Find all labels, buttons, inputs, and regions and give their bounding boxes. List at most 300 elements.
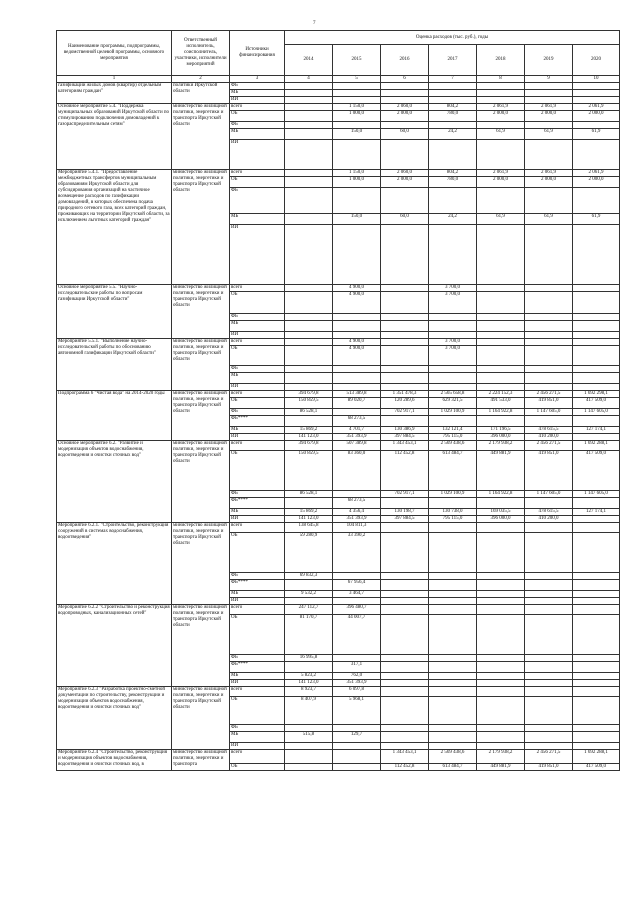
financing-source: ФБ <box>230 573 285 580</box>
financing-source: МБ <box>230 373 285 384</box>
financing-source: ИИ <box>230 97 285 104</box>
amount-cell: 8 923,7 <box>285 687 333 697</box>
header-financing: Источники финансирования <box>230 31 285 76</box>
amount-cell <box>525 533 573 573</box>
financing-source: ИИ <box>230 743 285 750</box>
amount-cell <box>429 598 477 605</box>
amount-cell <box>477 523 525 533</box>
amount-cell <box>285 321 333 332</box>
amount-cell <box>381 416 429 427</box>
amount-cell: 129,7 <box>333 732 381 743</box>
amount-cell: 419 851,0 <box>525 764 573 771</box>
amount-cell <box>381 732 429 743</box>
amount-cell <box>285 225 333 285</box>
page-number: 7 <box>313 21 316 26</box>
amount-cell <box>381 122 429 129</box>
header-year: 2019 <box>525 45 573 76</box>
amount-cell <box>477 533 525 573</box>
amount-cell: 396 000,0 <box>477 516 525 523</box>
program-name: Мероприятие 5.5.1. "Выполнение научно-исследовательской работы по обоснованию автономной газификации Иркутской области" <box>57 339 172 391</box>
amount-cell <box>429 605 477 615</box>
table-row <box>57 750 620 764</box>
amount-cell: 2 000,0 <box>525 111 573 122</box>
amount-cell: 1 147 605,0 <box>573 409 620 416</box>
amount-cell: 104 811,3 <box>333 523 381 533</box>
amount-cell: 68 273,5 <box>333 416 381 427</box>
amount-cell <box>333 373 381 384</box>
amount-cell: 449 881,9 <box>477 451 525 491</box>
amount-cell <box>477 122 525 129</box>
amount-cell <box>429 591 477 598</box>
amount-cell <box>573 314 620 321</box>
amount-cell: 61,9 <box>525 129 573 140</box>
amount-cell <box>525 498 573 509</box>
amount-cell <box>285 111 333 122</box>
amount-cell <box>477 662 525 673</box>
amount-cell <box>285 725 333 732</box>
amount-cell: 247 112,7 <box>285 605 333 615</box>
financing-source: ФБ**** <box>230 662 285 673</box>
financing-source: ФБ**** <box>230 580 285 591</box>
financing-source: всего <box>230 750 285 764</box>
amount-cell <box>573 373 620 384</box>
amount-cell <box>525 321 573 332</box>
financing-source: всего <box>230 523 285 533</box>
amount-cell <box>381 687 429 697</box>
amount-cell <box>573 339 620 346</box>
amount-cell <box>333 655 381 662</box>
amount-cell <box>381 314 429 321</box>
responsible-executor: министерство жилищной политики, энергетики и транспорта Иркутской области <box>172 339 230 391</box>
header-name: Наименование программы, подпрограммы, ведомственной целевой программы, основного мероприятия <box>57 31 172 76</box>
responsible-executor: министерство жилищной политики, энергетики и транспорта <box>172 750 230 771</box>
amount-cell: 2 456 271,5 <box>525 750 573 764</box>
amount-cell <box>381 321 429 332</box>
amount-cell <box>525 673 573 680</box>
amount-cell: 5 968,1 <box>333 697 381 725</box>
program-name: Основное мероприятие 5.5. "Научно-исследовательские работы по вопросам газификации Иркутской области" <box>57 285 172 339</box>
amount-cell: 419 851,0 <box>525 398 573 409</box>
amount-cell: 4 701,7 <box>333 427 381 434</box>
financing-source: всего <box>230 285 285 292</box>
header-year: 2014 <box>285 45 333 76</box>
financing-source: всего <box>230 170 285 177</box>
amount-cell <box>381 680 429 687</box>
financing-source: МБ <box>230 321 285 332</box>
table-row <box>57 523 620 533</box>
financing-source: ИИ <box>230 140 285 170</box>
amount-cell: 150 859,5 <box>285 398 333 409</box>
amount-cell <box>285 214 333 225</box>
amount-cell: 1 164 922,8 <box>477 491 525 498</box>
responsible-executor: министерство жилищной политики, энергетики и транспорта Иркутской области <box>172 441 230 523</box>
amount-cell <box>429 122 477 129</box>
amount-cell: 507 389,8 <box>333 441 381 451</box>
amount-cell <box>333 140 381 170</box>
amount-cell: 2 060,0 <box>381 104 429 111</box>
program-name: Мероприятие 6.2.3 "Разработка проектно-сметной документации по строительству, реконструкции и модернизации объектов водоснабжения, водоотведения и очистки сточных вод" <box>57 687 172 750</box>
amount-cell: 449 881,9 <box>477 764 525 771</box>
amount-cell: 15 869,2 <box>285 509 333 516</box>
amount-cell: 15 869,2 <box>285 427 333 434</box>
amount-cell <box>381 591 429 598</box>
amount-cell <box>477 416 525 427</box>
amount-cell: 4 900,0 <box>333 339 381 346</box>
amount-cell: 702 917,1 <box>381 491 429 498</box>
amount-cell <box>333 90 381 97</box>
financing-source: МБ <box>230 591 285 598</box>
amount-cell: 419 851,0 <box>525 451 573 491</box>
amount-cell: 4 356,4 <box>333 509 381 516</box>
amount-cell: 1 150,0 <box>333 170 381 177</box>
financing-source: ИИ <box>230 680 285 687</box>
amount-cell <box>381 83 429 90</box>
amount-cell <box>573 416 620 427</box>
amount-cell: 2 000,0 <box>381 177 429 188</box>
amount-cell <box>429 384 477 391</box>
amount-cell <box>573 615 620 655</box>
amount-cell <box>429 321 477 332</box>
amount-cell <box>381 339 429 346</box>
amount-cell <box>285 104 333 111</box>
amount-cell <box>573 523 620 533</box>
amount-cell <box>381 292 429 314</box>
header-year: 2020 <box>573 45 620 76</box>
amount-cell: 613 484,7 <box>429 451 477 491</box>
amount-cell <box>477 373 525 384</box>
amount-cell <box>429 373 477 384</box>
amount-cell: 804,2 <box>429 104 477 111</box>
amount-cell: 86 528,1 <box>285 491 333 498</box>
amount-cell <box>477 655 525 662</box>
amount-cell: 351 393,9 <box>333 434 381 441</box>
column-number: 1 <box>57 76 172 83</box>
amount-cell <box>429 573 477 580</box>
amount-cell <box>429 732 477 743</box>
amount-cell <box>333 97 381 104</box>
amount-cell <box>285 140 333 170</box>
amount-cell: 61,9 <box>573 214 620 225</box>
amount-cell: 3 700,0 <box>429 339 477 346</box>
amount-cell: 69 832,3 <box>285 573 333 580</box>
amount-cell <box>525 285 573 292</box>
amount-cell <box>573 384 620 391</box>
amount-cell <box>381 188 429 214</box>
amount-cell <box>285 750 333 764</box>
header-year: 2017 <box>429 45 477 76</box>
amount-cell <box>285 129 333 140</box>
amount-cell <box>573 533 620 573</box>
amount-cell <box>477 605 525 615</box>
amount-cell <box>285 177 333 188</box>
amount-cell <box>573 83 620 90</box>
amount-cell: 795 115,0 <box>429 516 477 523</box>
amount-cell <box>477 573 525 580</box>
amount-cell <box>285 662 333 673</box>
amount-cell <box>333 598 381 605</box>
amount-cell <box>285 285 333 292</box>
amount-cell <box>573 697 620 725</box>
financing-source: всего <box>230 391 285 398</box>
amount-cell <box>525 366 573 373</box>
amount-cell: 2 000,0 <box>477 177 525 188</box>
responsible-executor: министерство жилищной политики, энергетики и транспорта Иркутской области <box>172 687 230 750</box>
amount-cell <box>381 332 429 339</box>
financing-source: ИИ <box>230 384 285 391</box>
amount-cell: 44 007,7 <box>333 615 381 655</box>
program-name: Мероприятие 6.2.1. "Строительство, реконструкция сооружений в системах водоснабжения, водоотведения" <box>57 523 172 605</box>
amount-cell <box>285 743 333 750</box>
amount-cell: 2 000,0 <box>477 111 525 122</box>
amount-cell <box>333 573 381 580</box>
amount-cell <box>285 170 333 177</box>
amount-cell <box>381 373 429 384</box>
amount-cell: 67 956,4 <box>333 580 381 591</box>
amount-cell <box>525 523 573 533</box>
amount-cell: 120 289,6 <box>381 398 429 409</box>
amount-cell <box>381 655 429 662</box>
amount-cell: 396 000,0 <box>477 434 525 441</box>
amount-cell: 112 452,8 <box>381 764 429 771</box>
amount-cell <box>525 225 573 285</box>
amount-cell <box>333 366 381 373</box>
amount-cell <box>525 573 573 580</box>
amount-cell <box>573 743 620 750</box>
amount-cell <box>573 732 620 743</box>
amount-cell: 2 569 438,6 <box>429 750 477 764</box>
amount-cell: 8 407,9 <box>285 697 333 725</box>
amount-cell <box>525 732 573 743</box>
amount-cell: 417 509,0 <box>573 764 620 771</box>
amount-cell <box>573 140 620 170</box>
amount-cell: 1 029 100,9 <box>429 491 477 498</box>
amount-cell <box>429 725 477 732</box>
amount-cell <box>333 321 381 332</box>
amount-cell <box>525 605 573 615</box>
amount-cell <box>333 188 381 214</box>
financing-source: ФБ <box>230 725 285 732</box>
amount-cell <box>573 680 620 687</box>
amount-cell: 61,9 <box>477 129 525 140</box>
amount-cell <box>429 580 477 591</box>
amount-cell <box>285 314 333 321</box>
amount-cell <box>525 687 573 697</box>
financing-source: всего <box>230 339 285 346</box>
financing-source: ФБ <box>230 655 285 662</box>
amount-cell <box>429 687 477 697</box>
amount-cell <box>525 662 573 673</box>
amount-cell: 16 995,8 <box>285 655 333 662</box>
table-row <box>57 285 620 292</box>
financing-source: ФБ**** <box>230 416 285 427</box>
amount-cell <box>525 188 573 214</box>
amount-cell <box>381 366 429 373</box>
amount-cell <box>381 346 429 366</box>
amount-cell <box>429 655 477 662</box>
amount-cell <box>285 346 333 366</box>
amount-cell: 2 000,0 <box>573 111 620 122</box>
amount-cell: 515,8 <box>285 732 333 743</box>
amount-cell: 4 900,0 <box>333 346 381 366</box>
amount-cell: 141 123,0 <box>285 680 333 687</box>
amount-cell <box>525 339 573 346</box>
amount-cell: 513 389,8 <box>333 391 381 398</box>
amount-cell <box>381 615 429 655</box>
financing-source: ИИ <box>230 434 285 441</box>
amount-cell <box>477 591 525 598</box>
financing-source: ФБ <box>230 409 285 416</box>
amount-cell: 2 061,9 <box>477 170 525 177</box>
amount-cell <box>429 533 477 573</box>
amount-cell <box>477 346 525 366</box>
amount-cell: 130 198,7 <box>381 509 429 516</box>
program-name: Подпрограмма 6 "Чистая вода" на 2014-2020 годы <box>57 391 172 441</box>
amount-cell <box>573 434 620 441</box>
amount-cell <box>573 188 620 214</box>
amount-cell <box>477 140 525 170</box>
amount-cell: 2 224 152,3 <box>477 391 525 398</box>
amount-cell <box>477 314 525 321</box>
amount-cell <box>525 416 573 427</box>
amount-cell: 2 061,9 <box>573 104 620 111</box>
amount-cell: 795 115,0 <box>429 434 477 441</box>
amount-cell: 417 509,0 <box>573 451 620 491</box>
amount-cell: 61,9 <box>525 214 573 225</box>
program-name: газификации жилых домов (квартир) отдельным категориям граждан" <box>57 83 172 104</box>
financing-source: МБ <box>230 129 285 140</box>
amount-cell: 4 900,0 <box>333 292 381 314</box>
amount-cell: 410 200,0 <box>525 516 573 523</box>
amount-cell: 410 200,0 <box>525 434 573 441</box>
financing-source: МБ <box>230 427 285 434</box>
amount-cell <box>525 346 573 366</box>
financing-source: ОБ <box>230 533 285 573</box>
amount-cell <box>429 673 477 680</box>
amount-cell: 317,1 <box>333 662 381 673</box>
amount-cell <box>477 292 525 314</box>
amount-cell: 24,2 <box>429 214 477 225</box>
amount-cell: 3 464,7 <box>333 591 381 598</box>
amount-cell <box>333 83 381 90</box>
amount-cell <box>381 662 429 673</box>
amount-cell <box>477 598 525 605</box>
financing-source: ОБ <box>230 346 285 366</box>
amount-cell: 351 393,9 <box>333 516 381 523</box>
amount-cell <box>429 225 477 285</box>
amount-cell <box>285 366 333 373</box>
amount-cell: 6 097,8 <box>333 687 381 697</box>
amount-cell <box>573 225 620 285</box>
amount-cell: 394 679,8 <box>285 441 333 451</box>
amount-cell <box>381 285 429 292</box>
header-year: 2018 <box>477 45 525 76</box>
amount-cell <box>429 90 477 97</box>
responsible-executor: политики Иркутской области <box>172 83 230 104</box>
amount-cell: 2 456 271,5 <box>525 391 573 398</box>
amount-cell: 1 029 100,9 <box>429 409 477 416</box>
amount-cell <box>573 573 620 580</box>
column-number: 4 <box>285 76 333 83</box>
program-name: Основное мероприятие 5.4. "Поддержка муниципальных образований Иркутской области по стимулированию подключения домовладений к газораспределительным сетям" <box>57 104 172 170</box>
amount-cell: 1 000,0 <box>333 111 381 122</box>
financing-source: ИИ <box>230 598 285 605</box>
amount-cell: 1 692 298,1 <box>573 391 620 398</box>
amount-cell <box>573 97 620 104</box>
amount-cell <box>477 225 525 285</box>
amount-cell <box>381 573 429 580</box>
amount-cell: 1 692 288,1 <box>573 750 620 764</box>
amount-cell: 397 884,5 <box>381 434 429 441</box>
amount-cell <box>525 292 573 314</box>
amount-cell <box>573 346 620 366</box>
amount-cell: 3 700,0 <box>429 346 477 366</box>
amount-cell <box>429 140 477 170</box>
amount-cell: 1 351 478,3 <box>381 391 429 398</box>
amount-cell <box>381 533 429 573</box>
amount-cell: 59 280,9 <box>285 533 333 573</box>
amount-cell: 1 147 605,0 <box>525 491 573 498</box>
amount-cell: 112 452,8 <box>381 451 429 491</box>
header-year: 2016 <box>381 45 429 76</box>
amount-cell: 2 179 938,2 <box>477 750 525 764</box>
amount-cell <box>525 615 573 655</box>
amount-cell <box>477 97 525 104</box>
column-number: 3 <box>230 76 285 83</box>
program-name: Мероприятие 6.2.4 "Строительство, реконструкция и модернизация объектов водоснабжения, водоотведения и очистки сточных вод, в <box>57 750 172 771</box>
responsible-executor: министерство жилищной политики, энергетики и транспорта Иркутской области <box>172 605 230 687</box>
amount-cell: 396 480,7 <box>333 605 381 615</box>
amount-cell <box>573 122 620 129</box>
program-name: Основное мероприятие 6.2. "Развитие и модернизация объектов водоснабжения, водоотведения и очистки сточных вод" <box>57 441 172 523</box>
amount-cell <box>333 725 381 732</box>
amount-cell <box>429 332 477 339</box>
amount-cell <box>525 680 573 687</box>
amount-cell: 24,2 <box>429 129 477 140</box>
amount-cell <box>285 416 333 427</box>
amount-cell: 127 174,1 <box>573 427 620 434</box>
amount-cell <box>381 498 429 509</box>
amount-cell <box>381 523 429 533</box>
financing-source: ИИ <box>230 332 285 339</box>
amount-cell <box>573 725 620 732</box>
column-number: 9 <box>525 76 573 83</box>
amount-cell <box>477 384 525 391</box>
amount-cell: 68 273,5 <box>333 498 381 509</box>
amount-cell <box>525 384 573 391</box>
amount-cell: 491 533,0 <box>477 398 525 409</box>
column-number: 10 <box>573 76 620 83</box>
amount-cell <box>285 598 333 605</box>
financing-source: ФБ <box>230 122 285 129</box>
amount-cell <box>429 83 477 90</box>
amount-cell <box>525 373 573 384</box>
amount-cell: 780,0 <box>429 177 477 188</box>
amount-cell: 169 035,5 <box>477 509 525 516</box>
header-responsible: Ответственный исполнитель, соисполнитель, участники, исполнители мероприятий <box>172 31 230 76</box>
amount-cell <box>381 140 429 170</box>
amount-cell <box>477 339 525 346</box>
table-row <box>57 605 620 615</box>
amount-cell <box>333 409 381 416</box>
amount-cell <box>525 83 573 90</box>
amount-cell <box>525 580 573 591</box>
amount-cell: 2 456 271,5 <box>525 441 573 451</box>
amount-cell <box>573 673 620 680</box>
amount-cell <box>285 580 333 591</box>
amount-cell: 2 061,9 <box>525 170 573 177</box>
financing-source: всего <box>230 605 285 615</box>
amount-cell: 351 393,9 <box>333 680 381 687</box>
